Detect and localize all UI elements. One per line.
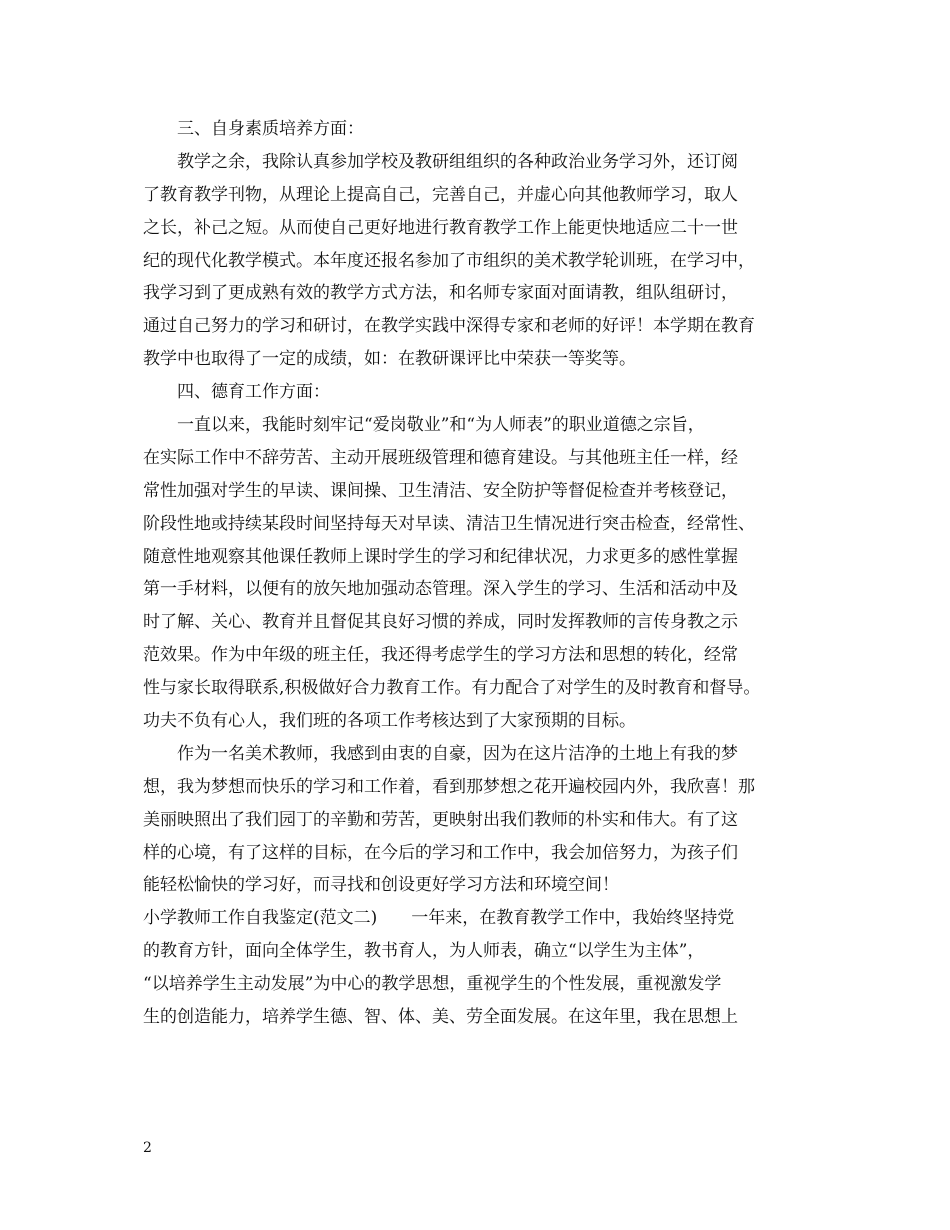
text-line: 范效果。作为中年级的班主任，我还得考虑学生的学习方法和思想的转化，经常 (143, 645, 738, 666)
text-line: 时了解、关心、教育并且督促其良好习惯的养成，同时发挥教师的言传身教之示 (143, 612, 738, 633)
text-line: 之长，补己之短。从而使自己更好地进行教育教学工作上能更快地适应二十一世 (143, 217, 738, 238)
text-line: 的教育方针，面向全体学生，教书育人，为人师表，确立“以学生为主体”， (143, 941, 705, 962)
text-line: 能轻松愉快的学习好，而寻找和创设更好学习方法和环境空间！ (143, 875, 619, 896)
text-line: 在实际工作中不辞劳苦、主动开展班级管理和德育建设。与其他班主任一样，经 (143, 447, 738, 468)
text-line: “以培养学生主动发展”为中心的教学思想，重视学生的个性发展，重视激发学 (143, 974, 722, 995)
text-line: 教学之余，我除认真参加学校及教研组组织的各种政治业务学习外，还订阅 (177, 151, 738, 172)
text-line: 功夫不负有心人，我们班的各项工作考核达到了大家预期的目标。 (143, 711, 636, 732)
text-line: 通过自己努力的学习和研讨，在教学实践中深得专家和老师的好评！本学期在教育 (143, 316, 755, 337)
text-line: 小学教师工作自我鉴定(范文二) 一年来，在教育教学工作中，我始终坚持党 (143, 908, 735, 929)
document-body (143, 113, 811, 1034)
text-line: 教学中也取得了一定的成绩，如：在教研课评比中荣获一等奖等。 (143, 349, 636, 370)
text-line: 三、自身素质培养方面： (177, 119, 364, 139)
text-line: 纪的现代化教学模式。本年度还报名参加了市组织的美术教学轮训班，在学习中， (143, 250, 755, 271)
text-line: 一直以来，我能时刻牢记“爱岗敬业”和“为人师表”的职业道德之宗旨， (177, 415, 705, 436)
text-line: 第一手材料，以便有的放矢地加强动态管理。深入学生的学习、生活和活动中及 (143, 579, 738, 600)
page-number: 2 (143, 1140, 152, 1156)
text-line: 随意性地观察其他课任教师上课时学生的学习和纪律状况，力求更多的感性掌握 (143, 546, 738, 567)
text-line: 想，我为梦想而快乐的学习和工作着，看到那梦想之花开遍校园内外，我欣喜！那 (143, 776, 755, 797)
text-line: 阶段性地或持续某段时间坚持每天对早读、清洁卫生情况进行突击检查，经常性、 (143, 513, 755, 534)
text-line: 生的创造能力，培养学生德、智、体、美、劳全面发展。在这年里，我在思想上 (143, 1007, 738, 1028)
text-line: 样的心境，有了这样的目标，在今后的学习和工作中，我会加倍努力，为孩子们 (143, 842, 738, 863)
text-line: 性与家长取得联系,积极做好合力教育工作。有力配合了对学生的及时教育和督导。 (143, 678, 761, 699)
text-line: 四、德育工作方面： (177, 382, 330, 403)
text-line: 我学习到了更成熟有效的教学方式方法，和名师专家面对面请教，组队组研讨， (143, 283, 738, 304)
text-line: 美丽映照出了我们园丁的辛勤和劳苦，更映射出我们教师的朴实和伟大。有了这 (143, 809, 738, 830)
text-line: 常性加强对学生的早读、课间操、卫生清洁、安全防护等督促检查并考核登记， (143, 480, 738, 501)
text-line: 作为一名美术教师，我感到由衷的自豪，因为在这片洁净的土地上有我的梦 (177, 743, 738, 764)
text-line: 了教育教学刊物，从理论上提高自己，完善自己，并虚心向其他教师学习，取人 (143, 184, 738, 205)
